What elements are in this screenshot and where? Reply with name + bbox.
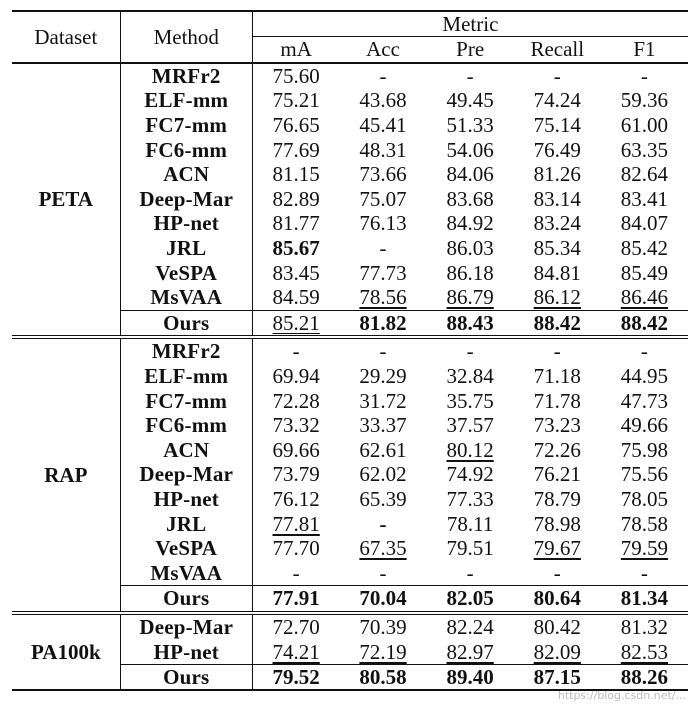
value-cell bbox=[601, 388, 688, 413]
metric-value: 86.46 bbox=[620, 285, 669, 310]
value-cell bbox=[339, 462, 426, 487]
header-metric: Metric bbox=[252, 11, 688, 37]
header-metric-pre: Pre bbox=[456, 37, 485, 62]
method-cell: HP-net bbox=[120, 211, 252, 236]
value-cell bbox=[514, 664, 601, 690]
value-cell bbox=[252, 260, 339, 285]
metric-value: 77.70 bbox=[272, 536, 320, 561]
value-cell bbox=[339, 438, 426, 463]
metric-value: 45.41 bbox=[359, 113, 407, 138]
metric-value: 83.68 bbox=[446, 186, 494, 211]
metric-value: 83.45 bbox=[272, 260, 320, 285]
metric-value: 82.64 bbox=[620, 162, 669, 187]
metric-value: 51.33 bbox=[446, 113, 494, 138]
value-cell bbox=[514, 113, 601, 138]
metric-value: 71.18 bbox=[533, 364, 581, 389]
metric-value: 35.75 bbox=[446, 388, 494, 413]
value-cell bbox=[427, 63, 514, 89]
metric-value: - bbox=[292, 560, 300, 585]
metric-value: 80.42 bbox=[533, 614, 581, 639]
value-cell bbox=[601, 187, 688, 212]
metric-value: 81.26 bbox=[533, 162, 581, 187]
value-cell bbox=[252, 639, 339, 664]
value-cell bbox=[339, 137, 426, 162]
value-cell bbox=[601, 310, 688, 337]
metric-value: 49.45 bbox=[446, 88, 494, 113]
metric-value: 82.89 bbox=[272, 186, 320, 211]
method-cell: FC6-mm bbox=[120, 137, 252, 162]
metric-value: 70.04 bbox=[359, 586, 407, 611]
value-cell bbox=[601, 664, 688, 690]
metric-value: 69.94 bbox=[272, 364, 320, 389]
value-cell bbox=[514, 211, 601, 236]
metric-value: 81.77 bbox=[272, 211, 320, 236]
value-cell bbox=[514, 364, 601, 389]
metric-value: 84.59 bbox=[272, 285, 320, 310]
value-cell bbox=[427, 364, 514, 389]
value-cell bbox=[427, 337, 514, 364]
value-cell bbox=[427, 639, 514, 664]
value-cell bbox=[339, 187, 426, 212]
value-cell bbox=[339, 413, 426, 438]
value-cell bbox=[514, 236, 601, 261]
metric-value: 77.73 bbox=[359, 260, 407, 285]
value-cell bbox=[252, 337, 339, 364]
method-cell: ACN bbox=[120, 438, 252, 463]
metric-value: - bbox=[466, 560, 474, 585]
value-cell bbox=[339, 639, 426, 664]
metric-value: - bbox=[466, 339, 474, 364]
value-cell bbox=[514, 187, 601, 212]
value-cell bbox=[339, 664, 426, 690]
metric-value: 75.60 bbox=[272, 63, 320, 88]
value-cell bbox=[427, 162, 514, 187]
value-cell bbox=[601, 438, 688, 463]
watermark: https://blog.csdn.net/... bbox=[557, 689, 686, 702]
metric-value: 82.05 bbox=[446, 586, 494, 611]
method-cell: Ours bbox=[120, 664, 252, 690]
value-cell bbox=[252, 664, 339, 690]
metric-value: 81.34 bbox=[620, 586, 669, 611]
metric-value: 78.11 bbox=[446, 511, 494, 536]
metric-value: 82.97 bbox=[446, 639, 494, 664]
header-metric-acc: Acc bbox=[366, 37, 400, 62]
results-table bbox=[12, 10, 688, 691]
value-cell bbox=[514, 285, 601, 310]
value-cell bbox=[601, 260, 688, 285]
dataset-cell: RAP bbox=[12, 337, 120, 613]
method-cell: HP-net bbox=[120, 639, 252, 664]
method-cell: VeSPA bbox=[120, 260, 252, 285]
metric-value: 44.95 bbox=[620, 364, 669, 389]
metric-value: 81.82 bbox=[359, 310, 407, 335]
value-cell bbox=[339, 560, 426, 585]
value-cell bbox=[427, 664, 514, 690]
metric-value: 74.92 bbox=[446, 462, 494, 487]
metric-value: 43.68 bbox=[359, 88, 407, 113]
value-cell bbox=[339, 586, 426, 613]
value-cell bbox=[427, 613, 514, 640]
metric-value: 78.98 bbox=[533, 511, 581, 536]
value-cell bbox=[252, 285, 339, 310]
metric-value: 85.49 bbox=[620, 260, 669, 285]
value-cell bbox=[252, 113, 339, 138]
value-cell bbox=[339, 487, 426, 512]
metric-value: 85.67 bbox=[272, 236, 320, 261]
method-cell: HP-net bbox=[120, 487, 252, 512]
metric-value: 72.26 bbox=[533, 437, 581, 462]
metric-value: 77.33 bbox=[446, 486, 494, 511]
value-cell bbox=[252, 236, 339, 261]
value-cell bbox=[514, 639, 601, 664]
value-cell bbox=[252, 310, 339, 337]
value-cell bbox=[601, 639, 688, 664]
header-metric-f1: F1 bbox=[633, 37, 656, 62]
metric-value: 70.39 bbox=[359, 614, 407, 639]
method-cell: MsVAA bbox=[120, 285, 252, 310]
method-cell: MRFr2 bbox=[120, 63, 252, 89]
metric-value: 69.66 bbox=[272, 437, 320, 462]
value-cell bbox=[514, 337, 601, 364]
value-cell bbox=[601, 337, 688, 364]
value-cell bbox=[252, 586, 339, 613]
metric-value: 61.00 bbox=[620, 113, 669, 138]
value-cell bbox=[252, 462, 339, 487]
method-cell: Ours bbox=[120, 586, 252, 613]
value-cell bbox=[601, 88, 688, 113]
header-dataset: Dataset bbox=[12, 11, 120, 63]
metric-value: 67.35 bbox=[359, 536, 407, 561]
metric-value: 31.72 bbox=[359, 388, 407, 413]
metric-value: 86.03 bbox=[446, 236, 494, 261]
metric-value: 78.58 bbox=[620, 511, 669, 536]
metric-value: 80.12 bbox=[446, 437, 494, 462]
metric-value: 77.81 bbox=[272, 511, 320, 536]
metric-value: 84.07 bbox=[620, 211, 669, 236]
metric-value: 79.51 bbox=[446, 536, 494, 561]
value-cell bbox=[601, 560, 688, 585]
value-cell bbox=[252, 487, 339, 512]
value-cell bbox=[252, 162, 339, 187]
value-cell bbox=[601, 113, 688, 138]
metric-value: 79.52 bbox=[272, 665, 320, 690]
header-metric-recall: Recall bbox=[530, 37, 585, 62]
value-cell bbox=[252, 137, 339, 162]
metric-value: 33.37 bbox=[359, 413, 407, 438]
metric-value: 59.36 bbox=[620, 88, 669, 113]
value-cell bbox=[252, 211, 339, 236]
value-cell bbox=[601, 285, 688, 310]
metric-value: 81.32 bbox=[620, 614, 669, 639]
method-cell: MsVAA bbox=[120, 560, 252, 585]
value-cell bbox=[514, 413, 601, 438]
value-cell bbox=[601, 63, 688, 89]
value-cell bbox=[339, 388, 426, 413]
value-cell bbox=[252, 560, 339, 585]
metric-value: 72.70 bbox=[272, 614, 320, 639]
value-cell bbox=[339, 260, 426, 285]
metric-value: 73.23 bbox=[533, 413, 581, 438]
table-row bbox=[12, 337, 688, 364]
metric-value: - bbox=[466, 63, 474, 88]
metric-value: - bbox=[553, 63, 561, 88]
value-cell bbox=[601, 236, 688, 261]
value-cell bbox=[427, 536, 514, 561]
dataset-cell: PA100k bbox=[12, 613, 120, 691]
metric-value: 82.09 bbox=[533, 639, 581, 664]
value-cell bbox=[252, 613, 339, 640]
metric-value: 85.21 bbox=[272, 310, 320, 335]
method-cell: VeSPA bbox=[120, 536, 252, 561]
value-cell bbox=[339, 337, 426, 364]
value-cell bbox=[427, 413, 514, 438]
value-cell bbox=[514, 63, 601, 89]
metric-value: 74.21 bbox=[272, 639, 320, 664]
metric-value: 65.39 bbox=[359, 486, 407, 511]
metric-value: 89.40 bbox=[446, 665, 494, 690]
value-cell bbox=[252, 536, 339, 561]
value-cell bbox=[252, 187, 339, 212]
value-cell bbox=[601, 487, 688, 512]
method-cell: ACN bbox=[120, 162, 252, 187]
metric-value: - bbox=[379, 63, 387, 88]
value-cell bbox=[339, 236, 426, 261]
value-cell bbox=[252, 413, 339, 438]
value-cell bbox=[339, 310, 426, 337]
metric-value: 82.24 bbox=[446, 614, 494, 639]
metric-value: 72.28 bbox=[272, 388, 320, 413]
metric-value: 88.42 bbox=[533, 310, 581, 335]
header-method: Method bbox=[120, 11, 252, 63]
metric-value: - bbox=[379, 560, 387, 585]
table-row bbox=[12, 63, 688, 89]
metric-value: 79.67 bbox=[533, 536, 581, 561]
metric-value: - bbox=[640, 560, 648, 585]
method-cell: ELF-mm bbox=[120, 88, 252, 113]
value-cell bbox=[427, 113, 514, 138]
metric-value: 77.91 bbox=[272, 586, 320, 611]
value-cell bbox=[252, 88, 339, 113]
value-cell bbox=[514, 438, 601, 463]
metric-value: 29.29 bbox=[359, 364, 407, 389]
metric-value: 76.49 bbox=[533, 137, 581, 162]
metric-value: - bbox=[640, 63, 648, 88]
dataset-cell: PETA bbox=[12, 63, 120, 338]
metric-value: 84.92 bbox=[446, 211, 494, 236]
value-cell bbox=[427, 88, 514, 113]
metric-value: 83.24 bbox=[533, 211, 581, 236]
metric-value: 78.56 bbox=[359, 285, 407, 310]
metric-value: 73.66 bbox=[359, 162, 407, 187]
value-cell bbox=[601, 364, 688, 389]
metric-value: 87.15 bbox=[533, 665, 581, 690]
metric-value: 37.57 bbox=[446, 413, 494, 438]
value-cell bbox=[427, 211, 514, 236]
metric-value: 78.79 bbox=[533, 486, 581, 511]
metric-value: 85.34 bbox=[533, 236, 581, 261]
value-cell bbox=[252, 438, 339, 463]
value-cell bbox=[601, 137, 688, 162]
metric-value: 86.12 bbox=[533, 285, 581, 310]
value-cell bbox=[339, 113, 426, 138]
value-cell bbox=[252, 511, 339, 536]
value-cell bbox=[339, 63, 426, 89]
value-cell bbox=[514, 310, 601, 337]
value-cell bbox=[339, 511, 426, 536]
metric-value: 48.31 bbox=[359, 137, 407, 162]
metric-value: - bbox=[379, 339, 387, 364]
metric-value: 74.24 bbox=[533, 88, 581, 113]
metric-value: 80.64 bbox=[533, 586, 581, 611]
value-cell bbox=[427, 187, 514, 212]
metric-value: 86.18 bbox=[446, 260, 494, 285]
method-cell: MRFr2 bbox=[120, 337, 252, 364]
method-cell: Deep-Mar bbox=[120, 613, 252, 640]
metric-value: 62.61 bbox=[359, 437, 407, 462]
metric-value: 86.79 bbox=[446, 285, 494, 310]
value-cell bbox=[339, 364, 426, 389]
value-cell bbox=[339, 613, 426, 640]
value-cell bbox=[601, 462, 688, 487]
metric-value: 76.21 bbox=[533, 462, 581, 487]
value-cell bbox=[514, 162, 601, 187]
value-cell bbox=[514, 88, 601, 113]
metric-value: 88.43 bbox=[446, 310, 494, 335]
method-cell: JRL bbox=[120, 236, 252, 261]
metric-value: 72.19 bbox=[359, 639, 407, 664]
metric-value: 85.42 bbox=[620, 236, 669, 261]
method-cell: Ours bbox=[120, 310, 252, 337]
value-cell bbox=[427, 438, 514, 463]
value-cell bbox=[427, 310, 514, 337]
value-cell bbox=[601, 536, 688, 561]
value-cell bbox=[601, 211, 688, 236]
metric-value: 76.65 bbox=[272, 113, 320, 138]
value-cell bbox=[427, 236, 514, 261]
metric-value: 88.26 bbox=[620, 665, 669, 690]
value-cell bbox=[339, 285, 426, 310]
method-cell: Deep-Mar bbox=[120, 187, 252, 212]
metric-value: 73.79 bbox=[272, 462, 320, 487]
metric-value: 83.41 bbox=[620, 186, 669, 211]
metric-value: 79.59 bbox=[620, 536, 669, 561]
metric-value: 75.21 bbox=[272, 88, 320, 113]
metric-value: 84.81 bbox=[533, 260, 581, 285]
metric-value: 75.98 bbox=[620, 437, 669, 462]
metric-value: 81.15 bbox=[272, 162, 320, 187]
value-cell bbox=[427, 586, 514, 613]
metric-value: 49.66 bbox=[620, 413, 669, 438]
value-cell bbox=[427, 285, 514, 310]
value-cell bbox=[514, 260, 601, 285]
method-cell: ELF-mm bbox=[120, 364, 252, 389]
value-cell bbox=[514, 137, 601, 162]
metric-value: - bbox=[379, 511, 387, 536]
value-cell bbox=[339, 88, 426, 113]
metric-value: 78.05 bbox=[620, 486, 669, 511]
value-cell bbox=[339, 211, 426, 236]
metric-value: 71.78 bbox=[533, 388, 581, 413]
metric-value: 73.32 bbox=[272, 413, 320, 438]
value-cell bbox=[601, 586, 688, 613]
method-cell: FC7-mm bbox=[120, 388, 252, 413]
value-cell bbox=[339, 536, 426, 561]
value-cell bbox=[601, 162, 688, 187]
metric-value: 80.58 bbox=[359, 665, 407, 690]
value-cell bbox=[514, 511, 601, 536]
value-cell bbox=[514, 586, 601, 613]
metric-value: - bbox=[553, 560, 561, 585]
method-cell: Deep-Mar bbox=[120, 462, 252, 487]
value-cell bbox=[427, 511, 514, 536]
metric-value: - bbox=[379, 236, 387, 261]
metric-value: - bbox=[292, 339, 300, 364]
value-cell bbox=[427, 260, 514, 285]
value-cell bbox=[252, 63, 339, 89]
table-row bbox=[12, 613, 688, 640]
metric-value: - bbox=[640, 339, 648, 364]
metric-value: 32.84 bbox=[446, 364, 494, 389]
value-cell bbox=[514, 560, 601, 585]
metric-value: 88.42 bbox=[620, 310, 669, 335]
value-cell bbox=[252, 364, 339, 389]
metric-value: 84.06 bbox=[446, 162, 494, 187]
results-table-container bbox=[12, 10, 688, 691]
metric-value: - bbox=[553, 339, 561, 364]
value-cell bbox=[601, 613, 688, 640]
value-cell bbox=[514, 613, 601, 640]
method-cell: FC7-mm bbox=[120, 113, 252, 138]
metric-value: 75.14 bbox=[533, 113, 581, 138]
method-cell: FC6-mm bbox=[120, 413, 252, 438]
results-body bbox=[12, 63, 688, 691]
value-cell bbox=[427, 388, 514, 413]
value-cell bbox=[514, 536, 601, 561]
metric-value: 47.73 bbox=[620, 388, 669, 413]
metric-value: 75.07 bbox=[359, 186, 407, 211]
metric-value: 54.06 bbox=[446, 137, 494, 162]
metric-value: 76.13 bbox=[359, 211, 407, 236]
metric-value: 63.35 bbox=[620, 137, 669, 162]
value-cell bbox=[252, 388, 339, 413]
value-cell bbox=[601, 413, 688, 438]
value-cell bbox=[514, 388, 601, 413]
metric-value: 62.02 bbox=[359, 462, 407, 487]
metric-value: 75.56 bbox=[620, 462, 669, 487]
value-cell bbox=[514, 462, 601, 487]
value-cell bbox=[514, 487, 601, 512]
metric-value: 82.53 bbox=[620, 639, 669, 664]
metric-value: 77.69 bbox=[272, 137, 320, 162]
header-metric-ma: mA bbox=[280, 37, 312, 62]
metric-value: 83.14 bbox=[533, 186, 581, 211]
metric-value: 76.12 bbox=[272, 486, 320, 511]
value-cell bbox=[601, 511, 688, 536]
value-cell bbox=[339, 162, 426, 187]
method-cell: JRL bbox=[120, 511, 252, 536]
value-cell bbox=[427, 462, 514, 487]
value-cell bbox=[427, 560, 514, 585]
value-cell bbox=[427, 487, 514, 512]
value-cell bbox=[427, 137, 514, 162]
